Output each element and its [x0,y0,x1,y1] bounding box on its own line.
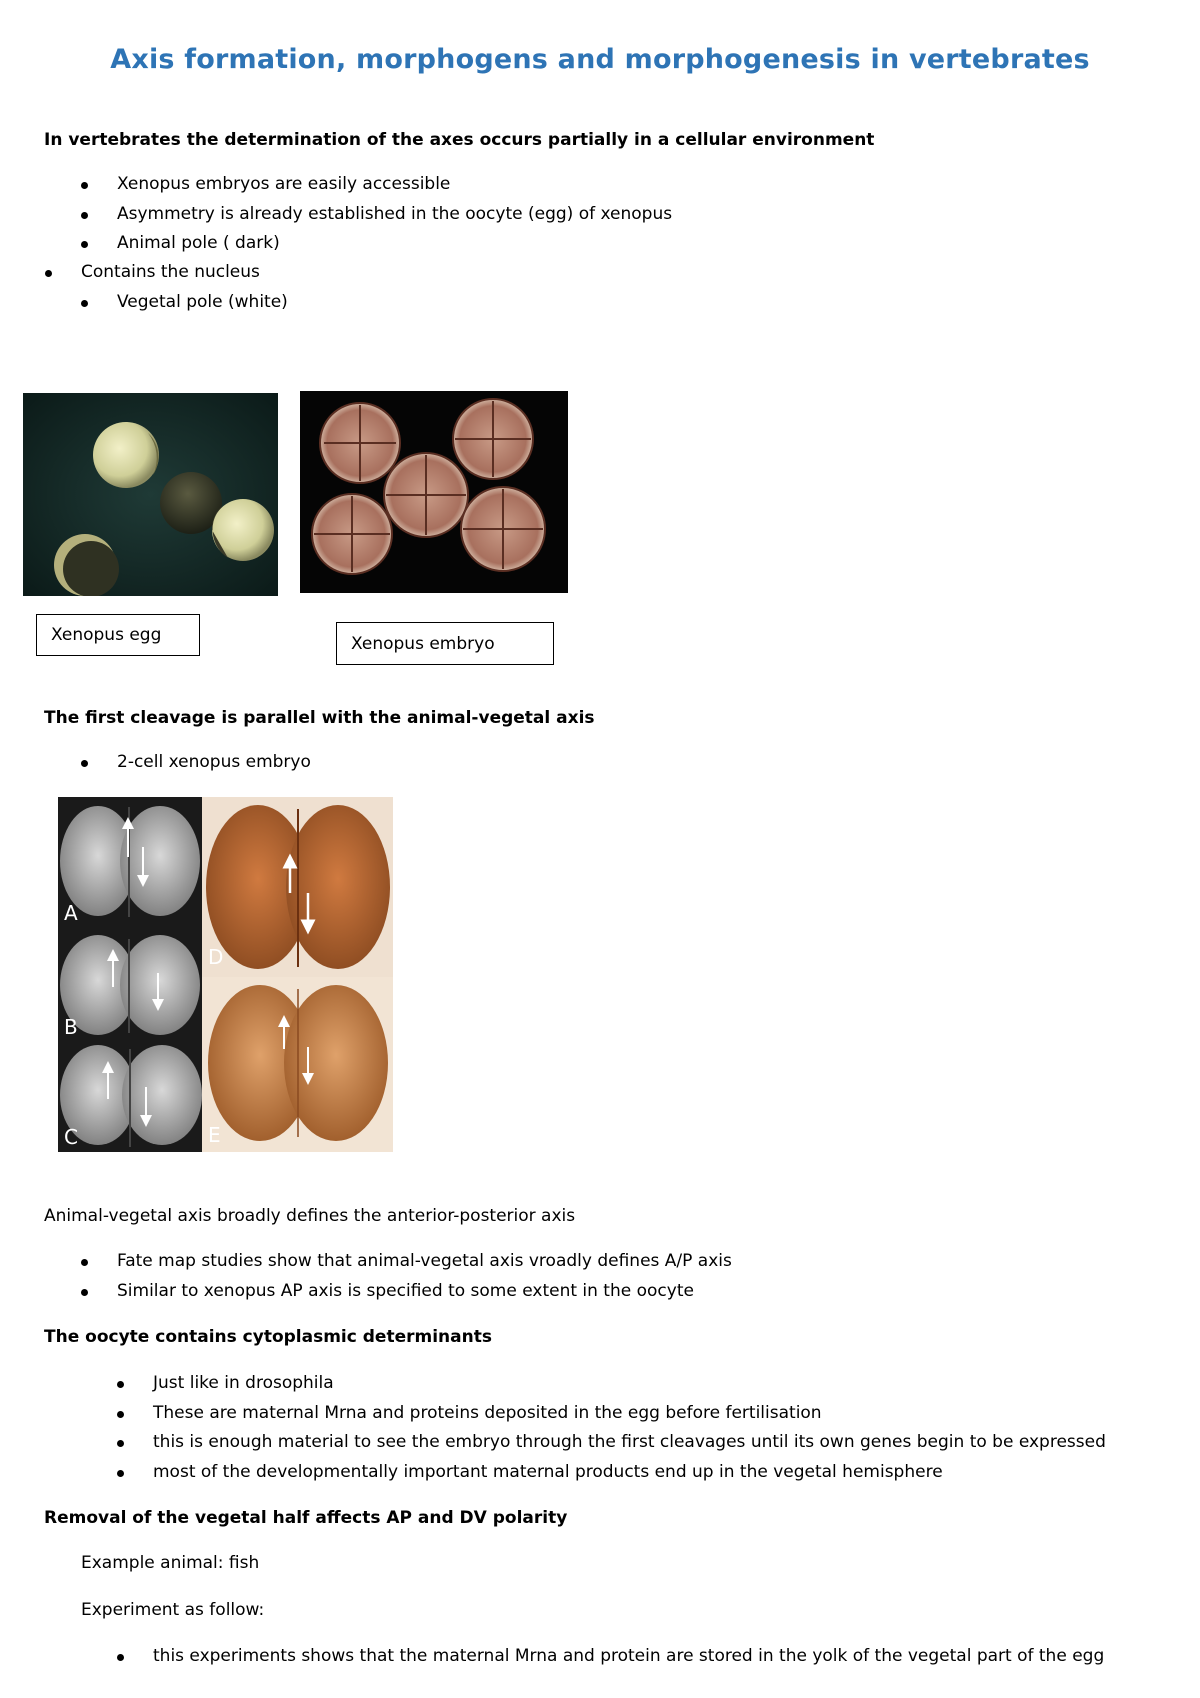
panel-label-c: C [64,1125,78,1149]
panel-label-d: D [208,945,224,969]
section-text-axis: Animal-vegetal axis broadly defines the anterior-posterior axis [44,1206,576,1226]
section-heading-cleavage: The first cleavage is parallel with the animal-vegetal axis [44,708,595,728]
panel-label-a: A [64,901,78,925]
list-item: These are maternal Mrna and proteins deposited in the egg before fertilisation [153,1403,822,1423]
list-item: Fate map studies show that animal-vegetal axis vroadly defines A/P axis [117,1251,732,1271]
section-heading-determinants: The oocyte contains cytoplasmic determinants [44,1327,492,1347]
section-heading-vegetal-removal: Removal of the vegetal half affects AP and DV polarity [44,1508,568,1528]
xenopus-embryo-image [300,391,568,593]
two-cell-embryo-figure [58,797,393,1152]
xenopus-embryo-caption: Xenopus embryo [336,622,554,665]
panel-label-e: E [208,1123,221,1147]
list-item: Just like in drosophila [153,1373,334,1393]
list-item: 2-cell xenopus embryo [117,752,311,772]
list-item: Animal pole ( dark) [117,233,280,253]
xenopus-egg-caption: Xenopus egg [36,614,200,656]
experiment-text: Experiment as follow: [81,1600,265,1620]
list-item: most of the developmentally important maternal products end up in the vegetal hemisphere [153,1462,943,1482]
page-title: Axis formation, morphogens and morphogenesis in vertebrates [110,44,1090,75]
list-item: Xenopus embryos are easily accessible [117,174,451,194]
panel-label-b: B [64,1015,78,1039]
section-heading-axes: In vertebrates the determination of the axes occurs partially in a cellular environment [44,130,875,150]
example-animal-text: Example animal: fish [81,1553,260,1573]
list-item: Similar to xenopus AP axis is specified to some extent in the oocyte [117,1281,694,1301]
list-item: this experiments shows that the maternal Mrna and protein are stored in the yolk of the vegetal part of the egg [153,1646,1105,1666]
list-item: Asymmetry is already established in the oocyte (egg) of xenopus [117,204,673,224]
xenopus-egg-image [23,393,278,596]
list-item: this is enough material to see the embryo through the first cleavages until its own genes begin to be expressed [153,1432,1106,1452]
list-item: Contains the nucleus [81,262,260,282]
list-item: Vegetal pole (white) [117,292,288,312]
